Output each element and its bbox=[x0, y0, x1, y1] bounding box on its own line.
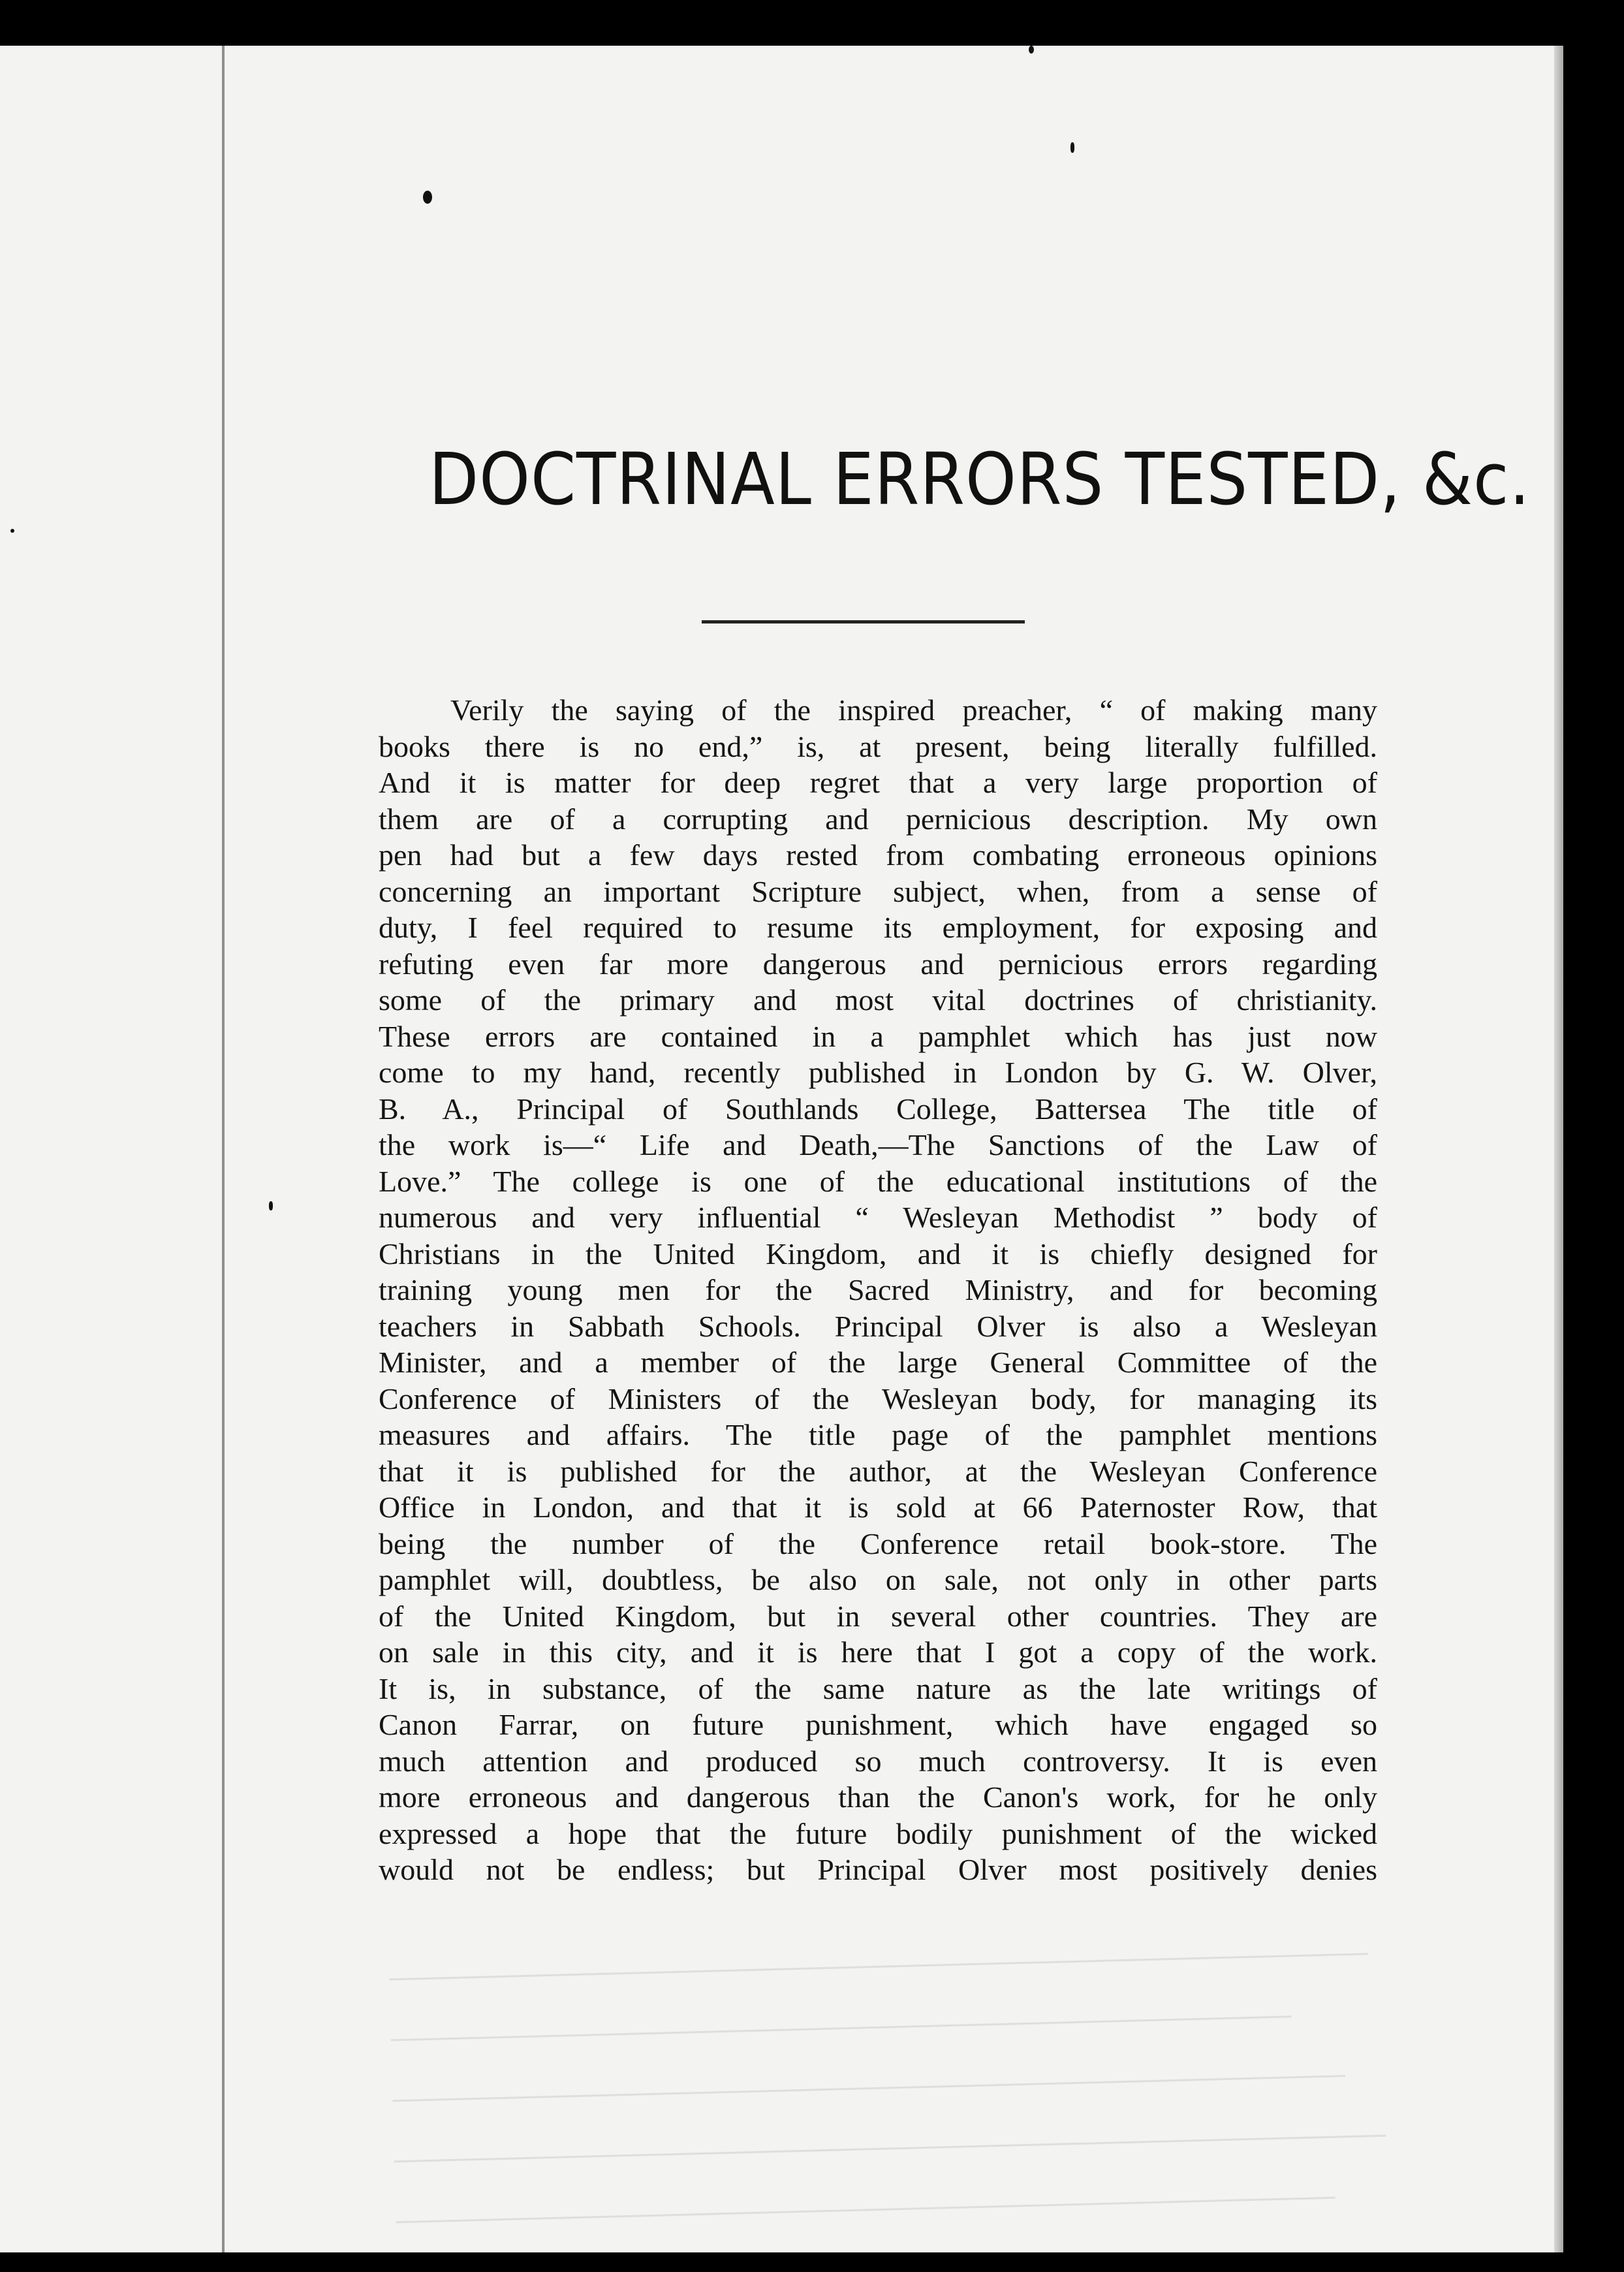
paragraph-line: Minister, and a member of the large General Committee of the bbox=[379, 1346, 1377, 1379]
paragraph-line: would not be endless; but Principal Olver most positively denies bbox=[379, 1853, 1377, 1886]
paragraph-line: concerning an important Scripture subject, when, from a sense of bbox=[379, 874, 1377, 908]
ink-speck bbox=[10, 529, 14, 533]
paragraph-line: Conference of Ministers of the Wesleyan body, for managing its bbox=[379, 1381, 1377, 1415]
body-paragraph bbox=[379, 692, 1377, 1888]
title-rule bbox=[702, 620, 1025, 623]
ink-speck bbox=[1070, 142, 1074, 153]
ink-speck bbox=[269, 1201, 273, 1210]
paragraph-line: come to my hand, recently published in London by G. W. Olver, bbox=[379, 1056, 1377, 1089]
paragraph-line: more erroneous and dangerous than the Canon's work, for he only bbox=[379, 1780, 1377, 1814]
paragraph-line: And it is matter for deep regret that a very large proportion of bbox=[379, 766, 1377, 799]
paragraph-line: Verily the saying of the inspired preacher, “ of making many bbox=[450, 693, 1377, 727]
paragraph-line: refuting even far more dangerous and pernicious errors regarding bbox=[379, 947, 1377, 981]
paragraph-line: These errors are contained in a pamphlet which has just now bbox=[379, 1019, 1377, 1053]
paragraph-line: them are of a corrupting and pernicious description. My own bbox=[379, 802, 1377, 836]
paragraph-line: pamphlet will, doubtless, be also on sale, not only in other parts bbox=[379, 1563, 1377, 1596]
paragraph-line: B. A., Principal of Southlands College, Battersea The title of bbox=[379, 1092, 1377, 1126]
paragraph-line: on sale in this city, and it is here that I got a copy of the work. bbox=[379, 1635, 1377, 1669]
paragraph-line: that it is published for the author, at the Wesleyan Conference bbox=[379, 1454, 1377, 1488]
paragraph-line: Canon Farrar, on future punishment, which have engaged so bbox=[379, 1708, 1377, 1741]
paragraph-line: Christians in the United Kingdom, and it is chiefly designed for bbox=[379, 1237, 1377, 1270]
paragraph-line: Love.” The college is one of the educational institutions of the bbox=[379, 1164, 1377, 1198]
ink-speck bbox=[1029, 46, 1034, 54]
paragraph-line: teachers in Sabbath Schools. Principal Olver is also a Wesleyan bbox=[379, 1309, 1377, 1343]
paragraph-line: Office in London, and that it is sold at 66 Paternoster Row, that bbox=[379, 1491, 1377, 1524]
paragraph-line: It is, in substance, of the same nature as the late writings of bbox=[379, 1671, 1377, 1705]
paragraph-line: the work is—“ Life and Death,—The Sanctions of the Law of bbox=[379, 1128, 1377, 1161]
paragraph-line: training young men for the Sacred Ministry, and for becoming bbox=[379, 1273, 1377, 1306]
page-edge bbox=[1554, 46, 1563, 2252]
page-fold-line bbox=[222, 46, 225, 2252]
page-title: DOCTRINAL ERRORS TESTED, &c. bbox=[429, 437, 1531, 521]
paragraph-line: books there is no end,” is, at present, being literally fulfilled. bbox=[379, 729, 1377, 763]
ink-speck bbox=[423, 191, 432, 204]
paragraph-line: of the United Kingdom, but in several other countries. They are bbox=[379, 1599, 1377, 1633]
paragraph-line: much attention and produced so much controversy. It is even bbox=[379, 1744, 1377, 1778]
paragraph-line: expressed a hope that the future bodily punishment of the wicked bbox=[379, 1816, 1377, 1850]
paragraph-line: some of the primary and most vital doctrines of christianity. bbox=[379, 983, 1377, 1017]
paragraph-line: numerous and very influential “ Wesleyan Methodist ” body of bbox=[379, 1201, 1377, 1234]
paragraph-line: pen had but a few days rested from combating erroneous opinions bbox=[379, 838, 1377, 872]
document-page bbox=[0, 46, 1563, 2252]
paragraph-line: duty, I feel required to resume its employment, for exposing and bbox=[379, 911, 1377, 944]
paragraph-line: measures and affairs. The title page of the pamphlet mentions bbox=[379, 1418, 1377, 1451]
paragraph-line: being the number of the Conference retail book-store. The bbox=[379, 1526, 1377, 1560]
bleed-through-handwriting bbox=[388, 1893, 1414, 2224]
